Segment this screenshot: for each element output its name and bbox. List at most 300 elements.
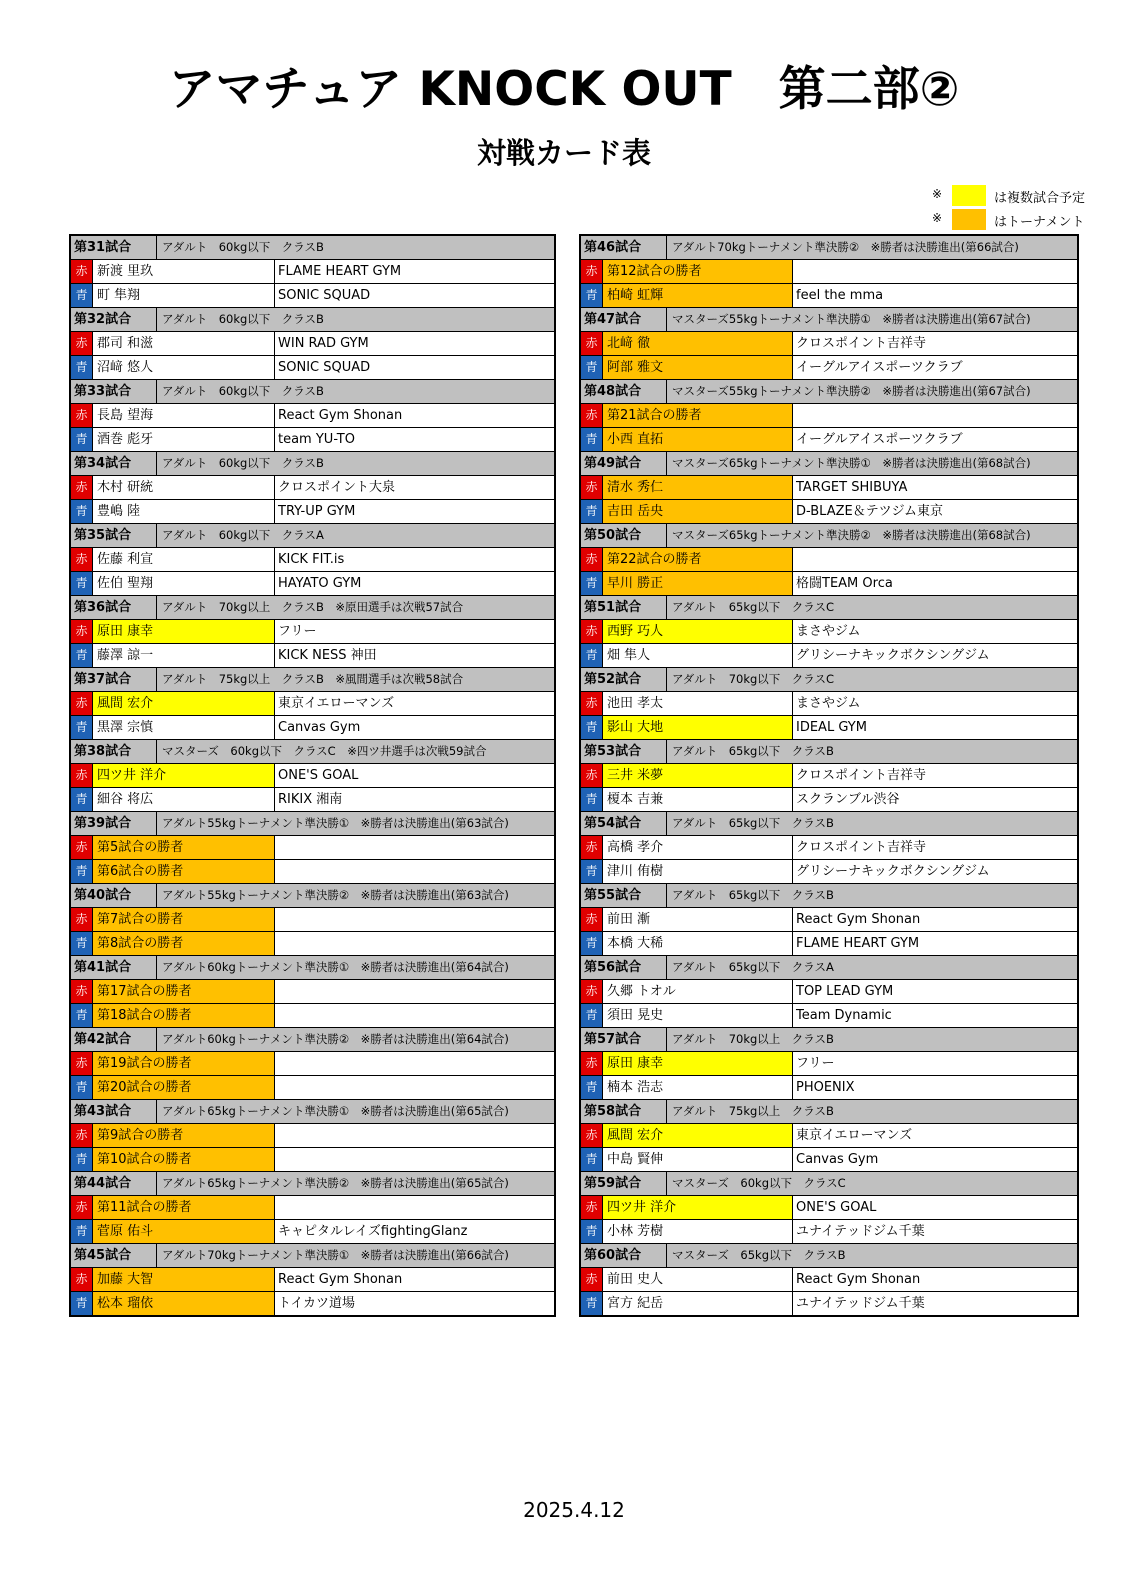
blue-corner-label: 青 [581, 1220, 603, 1243]
bout-block [71, 452, 554, 524]
bout-info: アダルト 65kg以下 クラスC [672, 600, 834, 614]
blue-corner-label: 青 [71, 860, 93, 883]
bout-info: アダルト 65kg以下 クラスB [672, 816, 834, 830]
bout-number: 第51試合 [581, 596, 667, 619]
red-corner-row [581, 620, 1077, 644]
fighter-name: 藤澤 諒一 [93, 644, 275, 667]
bout-header [71, 1244, 554, 1268]
red-corner-label: 赤 [71, 764, 93, 787]
blue-corner-label: 青 [71, 644, 93, 667]
blue-corner-label: 青 [71, 716, 93, 739]
bout-info: アダルト55kgトーナメント準決勝① ※勝者は決勝進出(第63試合) [162, 816, 509, 830]
fighter-name: 菅原 佑斗 [93, 1220, 275, 1243]
bout-number: 第37試合 [71, 668, 157, 691]
bout-header [581, 668, 1077, 692]
bout-header [71, 452, 554, 476]
red-corner-row [71, 1268, 554, 1292]
bout-number: 第35試合 [71, 524, 157, 547]
bout-block [581, 668, 1077, 740]
bout-block [581, 956, 1077, 1028]
blue-corner-row [581, 1076, 1077, 1100]
fighter-name: 四ツ井 洋介 [603, 1196, 793, 1219]
red-corner-row [71, 260, 554, 284]
bout-info: マスターズ65kgトーナメント準決勝① ※勝者は決勝進出(第68試合) [672, 456, 1031, 470]
bout-info: アダルト 65kg以下 クラスB [672, 744, 834, 758]
red-corner-label: 赤 [581, 1196, 603, 1219]
gym-name [793, 404, 1077, 427]
bout-block [71, 1244, 554, 1315]
bout-info: アダルト65kgトーナメント準決勝② ※勝者は決勝進出(第65試合) [162, 1176, 509, 1190]
bout-header [71, 380, 554, 404]
fighter-name: 中島 賢伸 [603, 1148, 793, 1171]
fighter-name: 第12試合の勝者 [603, 260, 793, 283]
fighter-name: 高橋 孝介 [603, 836, 793, 859]
blue-corner-label: 青 [581, 716, 603, 739]
bout-header [581, 236, 1077, 260]
bout-number: 第57試合 [581, 1028, 667, 1051]
blue-corner-label: 青 [581, 788, 603, 811]
fighter-name: 畑 隼人 [603, 644, 793, 667]
red-corner-row [581, 764, 1077, 788]
gym-name: React Gym Shonan [278, 408, 403, 423]
bout-number: 第58試合 [581, 1100, 667, 1123]
red-corner-label: 赤 [581, 1052, 603, 1075]
page-subtitle: 対戦カード表 [476, 136, 651, 170]
bout-info: アダルト60kgトーナメント準決勝② ※勝者は決勝進出(第64試合) [162, 1032, 509, 1046]
bout-number: 第32試合 [71, 308, 157, 331]
gym-name: TARGET SHIBUYA [796, 480, 908, 495]
fighter-name: 北﨑 徹 [603, 332, 793, 355]
red-corner-row [581, 1268, 1077, 1292]
gym-name: React Gym Shonan [278, 1272, 403, 1287]
red-corner-row [71, 980, 554, 1004]
bout-header [581, 452, 1077, 476]
red-corner-row [71, 764, 554, 788]
gym-name: SONIC SQUAD [278, 360, 371, 375]
bout-info: アダルト 60kg以下 クラスB [162, 240, 324, 254]
legend-orange-swatch [952, 209, 986, 230]
fighter-name: 郡司 和滋 [93, 332, 275, 355]
fighter-name: 松本 瑠依 [93, 1292, 275, 1315]
red-corner-row [71, 1052, 554, 1076]
gym-name [275, 1124, 554, 1147]
blue-corner-row [581, 1148, 1077, 1172]
blue-corner-row [581, 500, 1077, 524]
fighter-name: 阿部 雅文 [603, 356, 793, 379]
bout-header [581, 380, 1077, 404]
blue-corner-row [71, 356, 554, 380]
red-corner-row [71, 692, 554, 716]
bout-header [71, 308, 554, 332]
blue-corner-label: 青 [71, 572, 93, 595]
fighter-name: 原田 康幸 [93, 620, 275, 643]
fighter-name: 池田 孝太 [603, 692, 793, 715]
bout-block [581, 1172, 1077, 1244]
gym-name [275, 1148, 554, 1171]
gym-name: feel the mma [796, 288, 884, 303]
gym-name: React Gym Shonan [796, 912, 921, 927]
bout-info: アダルト 70kg以下 クラスC [672, 672, 834, 686]
blue-corner-label: 青 [581, 428, 603, 451]
fighter-name: 第20試合の勝者 [93, 1076, 275, 1099]
gym-name: クロスポイント大泉 [278, 480, 396, 495]
bout-info: アダルト55kgトーナメント準決勝② ※勝者は決勝進出(第63試合) [162, 888, 509, 902]
blue-corner-label: 青 [71, 1004, 93, 1027]
fighter-name: 原田 康幸 [603, 1052, 793, 1075]
fighter-name: 前田 史人 [603, 1268, 793, 1291]
fighter-name: 早川 勝正 [603, 572, 793, 595]
gym-name: 東京イエローマンズ [278, 696, 395, 711]
blue-corner-row [71, 788, 554, 812]
bout-header [581, 740, 1077, 764]
fighter-name: 第10試合の勝者 [93, 1148, 275, 1171]
red-corner-label: 赤 [581, 980, 603, 1003]
red-corner-row [581, 1124, 1077, 1148]
blue-corner-row [71, 1292, 554, 1315]
blue-corner-label: 青 [581, 1076, 603, 1099]
red-corner-row [71, 620, 554, 644]
red-corner-label: 赤 [581, 332, 603, 355]
gym-name: FLAME HEART GYM [796, 936, 920, 951]
fighter-name: 細谷 将広 [93, 788, 275, 811]
gym-name: ユナイテッドジム千葉 [796, 1296, 925, 1311]
bout-header [71, 740, 554, 764]
gym-name: クロスポイント吉祥寺 [796, 336, 927, 351]
fighter-name: 加藤 大智 [93, 1268, 275, 1291]
bout-number: 第42試合 [71, 1028, 157, 1051]
bout-block [581, 1244, 1077, 1315]
red-corner-label: 赤 [581, 1268, 603, 1291]
bout-number: 第49試合 [581, 452, 667, 475]
bout-block [581, 236, 1077, 308]
bout-header [71, 956, 554, 980]
fighter-name: 影山 大地 [603, 716, 793, 739]
red-corner-label: 赤 [581, 692, 603, 715]
red-corner-label: 赤 [71, 620, 93, 643]
bout-block [71, 884, 554, 956]
legend-text: は複数試合予定 [994, 191, 1086, 206]
red-corner-label: 赤 [71, 404, 93, 427]
blue-corner-label: 青 [71, 1076, 93, 1099]
blue-corner-label: 青 [581, 932, 603, 955]
gym-name: ONE'S GOAL [796, 1200, 877, 1215]
bout-info: アダルト 65kg以下 クラスB [672, 888, 834, 902]
fighter-name: 第6試合の勝者 [93, 860, 275, 883]
bout-block [581, 1028, 1077, 1100]
bout-block [71, 1172, 554, 1244]
red-corner-row [581, 692, 1077, 716]
bout-info: アダルト 60kg以下 クラスB [162, 456, 324, 470]
fighter-name: 第17試合の勝者 [93, 980, 275, 1003]
bout-number: 第47試合 [581, 308, 667, 331]
bout-header [581, 1172, 1077, 1196]
legend-yellow-swatch [952, 185, 986, 206]
blue-corner-row [581, 572, 1077, 596]
gym-name [793, 548, 1077, 571]
blue-corner-row [71, 860, 554, 884]
bout-number: 第50試合 [581, 524, 667, 547]
red-corner-label: 赤 [71, 260, 93, 283]
bout-header [71, 812, 554, 836]
fighter-name: 須田 晃史 [603, 1004, 793, 1027]
red-corner-label: 赤 [581, 476, 603, 499]
gym-name: イーグルアイスポーツクラブ [796, 360, 963, 375]
bout-header [71, 668, 554, 692]
red-corner-label: 赤 [581, 404, 603, 427]
blue-corner-label: 青 [581, 860, 603, 883]
blue-corner-label: 青 [581, 644, 603, 667]
fighter-name: 新渡 里玖 [93, 260, 275, 283]
fighter-name: 第5試合の勝者 [93, 836, 275, 859]
blue-corner-row [581, 428, 1077, 452]
red-corner-label: 赤 [71, 980, 93, 1003]
red-corner-label: 赤 [71, 332, 93, 355]
blue-corner-label: 青 [71, 1148, 93, 1171]
bout-info: マスターズ 60kg以下 クラスC [672, 1176, 846, 1190]
gym-name [275, 1076, 554, 1099]
bout-header [581, 1028, 1077, 1052]
fighter-name: 第19試合の勝者 [93, 1052, 275, 1075]
red-corner-row [581, 548, 1077, 572]
bout-number: 第40試合 [71, 884, 157, 907]
gym-name [275, 836, 554, 859]
red-corner-row [581, 1052, 1077, 1076]
gym-name: HAYATO GYM [278, 576, 362, 591]
fighter-name: 風間 宏介 [93, 692, 275, 715]
red-corner-row [71, 836, 554, 860]
red-corner-row [581, 908, 1077, 932]
fighter-name: 黒澤 宗慎 [93, 716, 275, 739]
gym-name [275, 1196, 554, 1219]
red-corner-label: 赤 [71, 1196, 93, 1219]
fighter-name: 第11試合の勝者 [93, 1196, 275, 1219]
bout-table-left [69, 234, 556, 1317]
gym-name [793, 260, 1077, 283]
bout-header [581, 596, 1077, 620]
blue-corner-row [581, 1292, 1077, 1315]
bout-number: 第34試合 [71, 452, 157, 475]
blue-corner-label: 青 [71, 1292, 93, 1315]
fighter-name: 第7試合の勝者 [93, 908, 275, 931]
fighter-name: 第8試合の勝者 [93, 932, 275, 955]
fighter-name: 風間 宏介 [603, 1124, 793, 1147]
red-corner-row [581, 404, 1077, 428]
bout-number: 第54試合 [581, 812, 667, 835]
gym-name: FLAME HEART GYM [278, 264, 402, 279]
red-corner-row [581, 476, 1077, 500]
red-corner-row [581, 260, 1077, 284]
bout-number: 第45試合 [71, 1244, 157, 1267]
fighter-name: 柏崎 虹輝 [603, 284, 793, 307]
gym-name: TOP LEAD GYM [796, 984, 894, 999]
blue-corner-row [581, 716, 1077, 740]
bout-header [71, 1028, 554, 1052]
gym-name: WIN RAD GYM [278, 336, 369, 351]
bout-table-right [579, 234, 1079, 1317]
fighter-name: 久郷 トオル [603, 980, 793, 1003]
bout-header [581, 524, 1077, 548]
bout-info: アダルト 70kg以上 クラスB ※原田選手は次戦57試合 [162, 600, 464, 614]
bout-block [581, 812, 1077, 884]
bout-block [581, 1100, 1077, 1172]
blue-corner-row [71, 1076, 554, 1100]
fighter-name: 宮方 紀岳 [603, 1292, 793, 1315]
blue-corner-row [71, 572, 554, 596]
gym-name: React Gym Shonan [796, 1272, 921, 1287]
gym-name: トイカツ道場 [278, 1296, 355, 1311]
bout-header [71, 1100, 554, 1124]
bout-info: アダルト65kgトーナメント準決勝① ※勝者は決勝進出(第65試合) [162, 1104, 509, 1118]
gym-name: TRY-UP GYM [278, 504, 356, 519]
bout-info: アダルト 65kg以下 クラスA [672, 960, 834, 974]
blue-corner-label: 青 [71, 500, 93, 523]
gym-name: 格闘TEAM Orca [796, 576, 893, 591]
bout-block [71, 956, 554, 1028]
blue-corner-label: 青 [71, 284, 93, 307]
red-corner-row [71, 404, 554, 428]
blue-corner-label: 青 [581, 356, 603, 379]
red-corner-row [581, 332, 1077, 356]
blue-corner-label: 青 [71, 788, 93, 811]
gym-name: IDEAL GYM [796, 720, 867, 735]
blue-corner-label: 青 [581, 1292, 603, 1315]
blue-corner-label: 青 [71, 356, 93, 379]
bout-header [581, 1244, 1077, 1268]
red-corner-label: 赤 [71, 836, 93, 859]
bout-block [71, 668, 554, 740]
bout-info: マスターズ 60kg以下 クラスC ※四ツ井選手は次戦59試合 [162, 744, 487, 758]
gym-name: ONE'S GOAL [278, 768, 359, 783]
blue-corner-label: 青 [71, 428, 93, 451]
bout-info: アダルト 60kg以下 クラスB [162, 384, 324, 398]
bout-header [71, 596, 554, 620]
bout-number: 第43試合 [71, 1100, 157, 1123]
fighter-name: 四ツ井 洋介 [93, 764, 275, 787]
bout-header [71, 1172, 554, 1196]
red-corner-label: 赤 [581, 260, 603, 283]
blue-corner-row [581, 1220, 1077, 1244]
red-corner-row [581, 836, 1077, 860]
red-corner-row [71, 1124, 554, 1148]
blue-corner-row [581, 788, 1077, 812]
red-corner-label: 赤 [581, 548, 603, 571]
gym-name [275, 980, 554, 1003]
red-corner-row [71, 1196, 554, 1220]
red-corner-label: 赤 [71, 692, 93, 715]
bout-block [71, 308, 554, 380]
bout-block [71, 1100, 554, 1172]
blue-corner-row [71, 716, 554, 740]
blue-corner-row [71, 284, 554, 308]
bout-header [581, 812, 1077, 836]
bout-info: アダルト 70kg以上 クラスB [672, 1032, 834, 1046]
gym-name [275, 932, 554, 955]
blue-corner-row [581, 284, 1077, 308]
bout-number: 第60試合 [581, 1244, 667, 1267]
gym-name: KICK FIT.is [278, 552, 345, 567]
gym-name: KICK NESS 神田 [278, 648, 377, 663]
blue-corner-row [71, 428, 554, 452]
fighter-name: 沼﨑 悠人 [93, 356, 275, 379]
red-corner-label: 赤 [71, 1268, 93, 1291]
bout-block [71, 812, 554, 884]
gym-name: フリー [796, 1056, 835, 1071]
bout-number: 第31試合 [71, 236, 157, 259]
bout-block [581, 740, 1077, 812]
gym-name: RIKIX 湘南 [278, 792, 343, 807]
red-corner-label: 赤 [71, 1124, 93, 1147]
bout-info: アダルト70kgトーナメント準決勝② ※勝者は決勝進出(第66試合) [672, 240, 1019, 254]
red-corner-label: 赤 [581, 1124, 603, 1147]
gym-name [275, 908, 554, 931]
gym-name: まさやジム [796, 624, 861, 639]
legend-note-mark: ※ [932, 187, 943, 201]
blue-corner-row [581, 1004, 1077, 1028]
bout-header [71, 884, 554, 908]
fighter-name: 第9試合の勝者 [93, 1124, 275, 1147]
fighter-name: 酒巻 彪牙 [93, 428, 275, 451]
gym-name: スクランブル渋谷 [796, 792, 900, 807]
bout-info: マスターズ65kgトーナメント準決勝② ※勝者は決勝進出(第68試合) [672, 528, 1031, 542]
red-corner-row [581, 1196, 1077, 1220]
gym-name: フリー [278, 624, 317, 639]
fighter-name: 榎本 吉兼 [603, 788, 793, 811]
legend-note-mark: ※ [932, 211, 943, 225]
event-date: 2025.4.12 [523, 1498, 625, 1522]
fighter-name: 木村 研統 [93, 476, 275, 499]
gym-name: Canvas Gym [796, 1152, 879, 1167]
bout-block [71, 740, 554, 812]
bout-block [581, 452, 1077, 524]
fighter-name: 三井 米夢 [603, 764, 793, 787]
fighter-name: 第21試合の勝者 [603, 404, 793, 427]
bout-info: アダルト70kgトーナメント準決勝① ※勝者は決勝進出(第66試合) [162, 1248, 509, 1262]
bout-info: マスターズ 65kg以下 クラスB [672, 1248, 846, 1262]
bout-block [581, 884, 1077, 956]
fighter-name: 清水 秀仁 [603, 476, 793, 499]
blue-corner-row [71, 932, 554, 956]
red-corner-label: 赤 [71, 1052, 93, 1075]
gym-name: PHOENIX [796, 1080, 855, 1095]
bout-number: 第48試合 [581, 380, 667, 403]
blue-corner-label: 青 [581, 284, 603, 307]
gym-name: クロスポイント吉祥寺 [796, 840, 927, 855]
gym-name: イーグルアイスポーツクラブ [796, 432, 963, 447]
fighter-name: 豊嶋 陸 [93, 500, 275, 523]
blue-corner-row [581, 644, 1077, 668]
fighter-name: 本橋 大稀 [603, 932, 793, 955]
fighter-name: 西野 巧人 [603, 620, 793, 643]
bout-info: アダルト 60kg以下 クラスA [162, 528, 324, 542]
bout-number: 第39試合 [71, 812, 157, 835]
gym-name: ユナイテッドジム千葉 [796, 1224, 925, 1239]
fighter-name: 小林 芳樹 [603, 1220, 793, 1243]
blue-corner-row [71, 644, 554, 668]
bout-block [71, 524, 554, 596]
bout-header [581, 884, 1077, 908]
gym-name [275, 1052, 554, 1075]
blue-corner-row [71, 1148, 554, 1172]
fighter-name: 佐藤 利宣 [93, 548, 275, 571]
gym-name: まさやジム [796, 696, 861, 711]
bout-number: 第38試合 [71, 740, 157, 763]
bout-number: 第56試合 [581, 956, 667, 979]
fighter-name: 吉田 岳央 [603, 500, 793, 523]
red-corner-label: 赤 [581, 764, 603, 787]
fighter-name: 前田 漸 [603, 908, 793, 931]
bout-header [71, 236, 554, 260]
legend-text: はトーナメント [994, 215, 1085, 230]
